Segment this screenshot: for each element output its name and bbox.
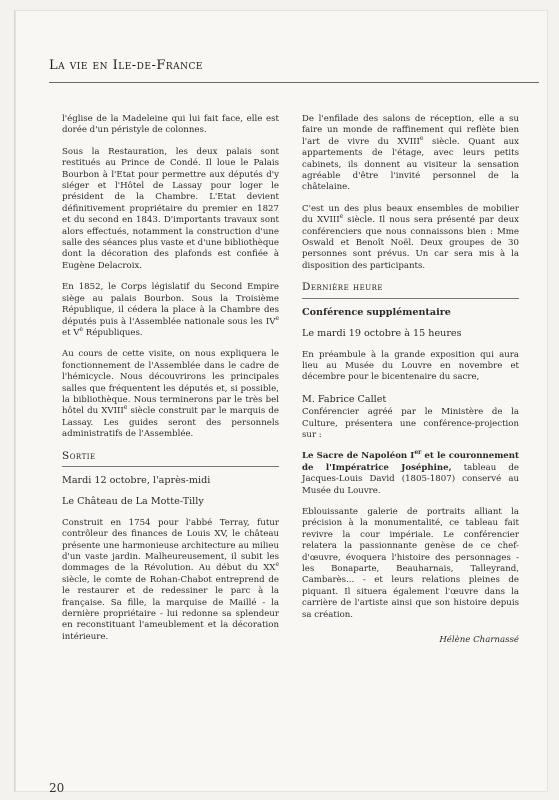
right-column (302, 114, 519, 646)
paragraph: C'est un des plus beaux ensembles de mobilier du XVIIIe siècle. Il nous sera présenté par deux conférenciers que nous connaissons bien : Mme Oswald et Benoît Noël. Deux groupes de 30 personnes sont prévus. Un car sera mis à la disposition des participants. (302, 203, 519, 271)
left-column (62, 114, 279, 653)
paragraph: En préambule à la grande exposition qui aura lieu au Musée du Louvre en novembre et décembre pour le bicentenaire du sacre, (302, 349, 519, 383)
conference-title: Conférence supplémentaire (302, 306, 451, 318)
conference-date: Le mardi 19 octobre à 15 heures (302, 328, 462, 340)
chateau-title: Le Château de La Motte-Tilly (62, 496, 204, 508)
paragraph: Au cours de cette visite, on nous expliquera le fonctionnement de l'Assemblée dans le cadre de l'hémicycle. Nous découvrirons les principales salles que fréquentent les députés et, si possible, la bibliothèque. Nous terminerons par le très bel hôtel du XVIIIe siècle construit par le marquis de Lassay. Les guides seront des personnels administratifs de l'Assemblée. (62, 349, 279, 440)
paragraph: Conférencier agréé par le Ministère de la Culture, présentera une conférence-projection sur : (302, 407, 519, 440)
section-title-sortie: Sortie (62, 449, 96, 462)
paragraph: l'église de la Madeleine qui lui fait face, elle est dorée d'un péristyle de colonnes. (62, 114, 279, 136)
document-page (14, 10, 548, 795)
author-signature: Hélène Charnassé (439, 635, 519, 646)
speaker-name: M. Fabrice Callet (302, 393, 387, 405)
paragraph: De l'enfilade des salons de réception, elle a su faire un monde de raffinement qui reflète bien l'art de vivre du XVIIIe siècle. Quant aux appartements de l'étage, avec leurs petits cabinets, ils donnent au visiteur la sensation agréable d'être l'invité personnel de la châtelaine. (302, 114, 519, 193)
section-rule (62, 466, 279, 467)
section-title-derniere-heure: Dernière heure (302, 281, 384, 294)
running-header: La vie en Ile-de-France (49, 58, 203, 73)
paragraph: Le Sacre de Napoléon Ier et le couronnement de l'Impératrice Joséphine, tableau de Jacques-Louis David (1805-1807) conservé au Musée du Louvre. (302, 449, 519, 496)
sortie-date: Mardi 12 octobre, l'après-midi (62, 474, 211, 486)
page-number: 20 (49, 781, 65, 795)
paragraph: Eblouissante galerie de portraits alliant la précision à la monumentalité, ce tableau fait revivre la cour impériale. Le conférencier relatera la passionnante genèse de ce chef-d'œuvre, évoquera l'histoire des personnages - les Bonaparte, Beauharnais, Talleyrand, Cambarès... - et leurs relations pleines de piquant. Il situera également l'œuvre dans la carrière de l'artiste ainsi que son histoire depuis sa création. (302, 506, 519, 620)
paragraph: Construit en 1754 pour l'abbé Terray, futur contrôleur des finances de Louis XV, le château présente une harmonieuse architecture au milieu d'un vaste jardin. Malheureusement, il subit les dommages de la Révolution. Au début du XXe siècle, le comte de Rohan-Chabot entreprend de le restaurer et de redessiner le parc à la française. Sa fille, la marquise de Maillé - la dernière propriétaire - lui redonne sa splendeur en reconstituant l'ameublement et la décoration intérieure. (62, 517, 279, 642)
header-rule (49, 82, 539, 83)
paragraph: En 1852, le Corps législatif du Second Empire siège au palais Bourbon. Sous la Troisième République, il cédera la place à la Chambre des députés puis à l'Assemblée nationale sous les IVe et Ve Républiques. (62, 282, 279, 338)
section-rule (302, 298, 519, 299)
paragraph: Sous la Restauration, les deux palais sont restitués au Prince de Condé. Il loue le Palais Bourbon à l'Etat pour permettre aux députés d'y siéger et l'Hôtel de Lassay pour loger le président de la Chambre. L'Etat devient définitivement propriétaire du premier en 1827 et du second en 1843. D'importants travaux sont alors effectués, notamment la construction d'une salle des séances plus vaste et d'une bibliothèque dont la décoration des plafonds est confiée à Eugène Delacroix. (62, 146, 279, 271)
